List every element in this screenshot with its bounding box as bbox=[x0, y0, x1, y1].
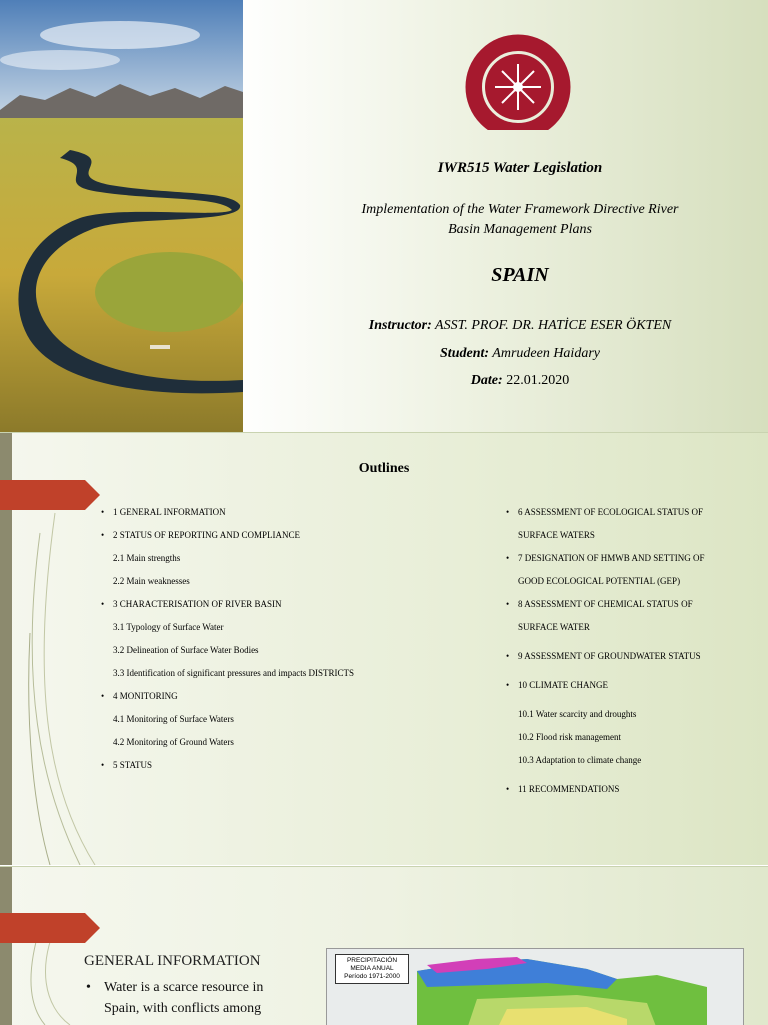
map-label-line-3: Período 1971-2000 bbox=[344, 973, 400, 980]
outline-subitem: GOOD ECOLOGICAL POTENTIAL (GEP) bbox=[518, 576, 681, 586]
outline-item: • 4 MONITORING bbox=[101, 685, 354, 708]
outlines-title: Outlines bbox=[358, 461, 410, 476]
outline-item: • 9 ASSESSMENT OF GROUNDWATER STATUS bbox=[506, 645, 705, 668]
subtitle-line-1: Implementation of the Water Framework Directive River bbox=[361, 202, 679, 217]
outline-subitem: 3.3 Identification of significant pressures and impacts DISTRICTS bbox=[113, 668, 354, 678]
presentation-subtitle bbox=[290, 200, 750, 240]
instructor-label: Instructor: bbox=[368, 318, 432, 333]
bullet-paragraph: • Water is a scarce resource in Spain, with conflicts among bbox=[86, 977, 263, 1019]
outline-item: • 6 ASSESSMENT OF ECOLOGICAL STATUS OF bbox=[506, 501, 705, 524]
map-label-line-1: PRECIPITACIÓN bbox=[346, 957, 398, 964]
date-label: Date: bbox=[470, 373, 503, 388]
instructor-name: ASST. PROF. DR. HATİCE ESER ÖKTEN bbox=[435, 318, 672, 333]
outline-subitem: 2.2 Main weaknesses bbox=[113, 576, 190, 586]
arrow-accent bbox=[0, 480, 100, 510]
instructor-line bbox=[290, 318, 750, 334]
bullet-text-line-2: Spain, with conflicts among bbox=[104, 1001, 262, 1016]
outline-item: • 2 STATUS OF REPORTING AND COMPLIANCE bbox=[101, 524, 354, 547]
outline-item: • 5 STATUS bbox=[101, 754, 354, 777]
section-heading: GENERAL INFORMATION bbox=[84, 953, 261, 969]
course-title: IWR515 Water Legislation bbox=[437, 160, 603, 176]
outline-left-column bbox=[101, 501, 354, 777]
map-legend-label bbox=[335, 954, 409, 984]
outline-item: • 11 RECOMMENDATIONS bbox=[506, 778, 705, 801]
subtitle-line-2: Basin Management Plans bbox=[448, 222, 592, 237]
student-line bbox=[290, 346, 750, 362]
outline-subitem: SURFACE WATERS bbox=[518, 530, 595, 540]
outline-subitem: 3.2 Delineation of Surface Water Bodies bbox=[113, 645, 259, 655]
outline-item: • 1 GENERAL INFORMATION bbox=[101, 501, 354, 524]
student-name: Amrudeen Haidary bbox=[492, 346, 600, 361]
outline-subitem: 4.2 Monitoring of Ground Waters bbox=[113, 737, 234, 747]
outline-item: • 7 DESIGNATION OF HMWB AND SETTING OF bbox=[506, 547, 705, 570]
outline-item: • 8 ASSESSMENT OF CHEMICAL STATUS OF bbox=[506, 593, 705, 616]
date-value: 22.01.2020 bbox=[506, 373, 570, 388]
university-seal-logo bbox=[457, 20, 579, 130]
outline-subitem: 4.1 Monitoring of Surface Waters bbox=[113, 714, 234, 724]
river-valley-photo bbox=[0, 0, 243, 432]
outline-right-column bbox=[506, 501, 705, 801]
date-line bbox=[290, 373, 750, 389]
general-information-slide bbox=[0, 866, 768, 1025]
outline-item: • 10 CLIMATE CHANGE bbox=[506, 674, 705, 697]
student-label: Student: bbox=[440, 346, 490, 361]
outline-subitem: SURFACE WATER bbox=[518, 622, 590, 632]
outline-subitem: 2.1 Main strengths bbox=[113, 553, 181, 563]
bullet-text-line-1: Water is a scarce resource in bbox=[104, 980, 264, 995]
outline-subitem: 3.1 Typology of Surface Water bbox=[113, 622, 224, 632]
outline-item: • 3 CHARACTERISATION OF RIVER BASIN bbox=[101, 593, 354, 616]
map-label-line-2: MEDIA ANUAL bbox=[350, 965, 394, 972]
title-slide bbox=[0, 0, 768, 432]
arrow-accent bbox=[0, 913, 100, 943]
outline-subitem: 10.3 Adaptation to climate change bbox=[518, 755, 642, 765]
outlines-slide bbox=[0, 432, 768, 865]
precipitation-map bbox=[326, 948, 744, 1025]
outline-subitem: 10.1 Water scarcity and droughts bbox=[518, 709, 637, 719]
country-title: SPAIN bbox=[491, 264, 549, 286]
outline-subitem: 10.2 Flood risk management bbox=[518, 732, 621, 742]
